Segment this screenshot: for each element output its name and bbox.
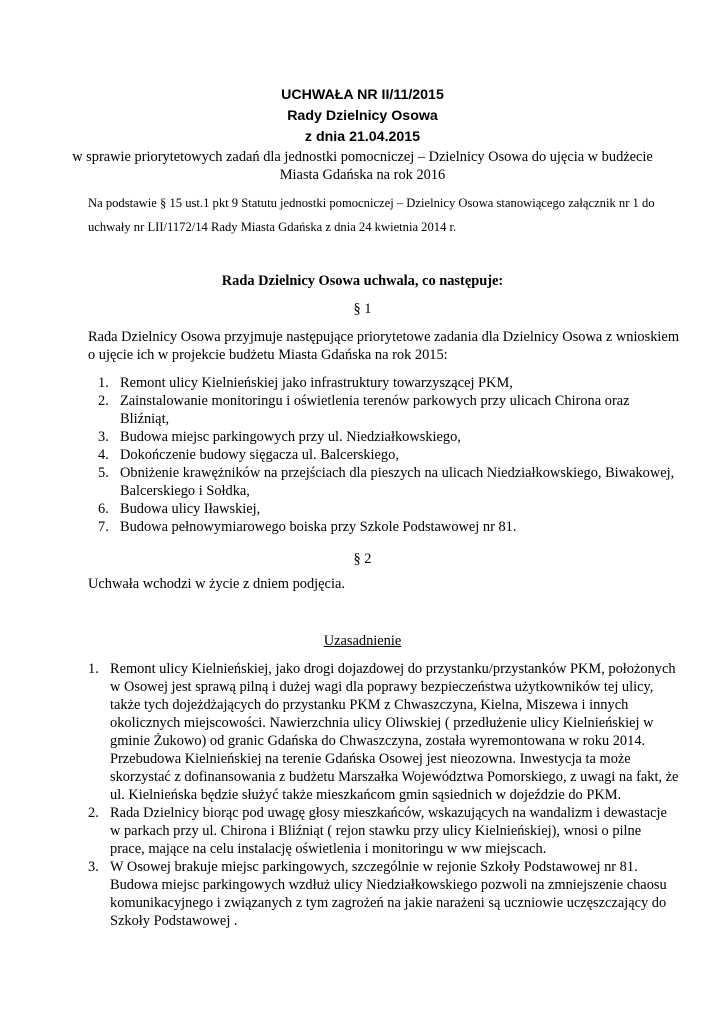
task-text-continued: Bliźniąt,	[120, 411, 170, 427]
justification-text: prace, mające na celu instalację oświetlenia i monitoringu w ww miejscach.	[110, 841, 547, 857]
justification-number: 2.	[88, 805, 99, 821]
task-text: Budowa pełnowymiarowego boiska przy Szkole Podstawowej nr 81.	[120, 519, 517, 535]
task-text: Obniżenie krawężników na przejściach dla pieszych na ulicach Niedziałkowskiego, Biwakowej,	[120, 465, 675, 481]
task-text-continued: Balcerskiego i Sołdka,	[120, 483, 250, 499]
justification-text: Budowa miejsc parkingowych wzdłuż ulicy Niedziałkowskiego pozwoli na zmniejszenie chaosu	[110, 877, 667, 893]
justification-text: Przebudowa Kielnieńskiej na terenie Gdańska Osowej jest nieozowna. Inwestycja ta może	[110, 751, 631, 767]
task-number: 5.	[98, 465, 109, 481]
task-number: 3.	[98, 429, 109, 445]
task-text: Dokończenie budowy sięgacza ul. Balcerskiego,	[120, 447, 399, 463]
legal-basis-line-2: uchwały nr LII/1172/14 Rady Miasta Gdańska z dnia 24 kwietnia 2014 r.	[88, 220, 457, 234]
justification-number: 3.	[88, 859, 99, 875]
task-number: 7.	[98, 519, 109, 535]
task-text: Budowa miejsc parkingowych przy ul. Niedziałkowskiego,	[120, 429, 461, 445]
subject-line-1: w sprawie priorytetowych zadań dla jednostki pomocniczej – Dzielnicy Osowa do ujęcia w budżecie	[72, 149, 653, 165]
justification-text: Remont ulicy Kielnieńskiej, jako drogi dojazdowej do przystanku/przystanków PKM, położonych	[110, 661, 676, 677]
resolution-heading: Rada Dzielnicy Osowa uchwala, co następuje:	[221, 273, 504, 289]
section-1-intro-line-2: o ujęcie ich w projekcie budżetu Miasta Gdańska na rok 2015:	[88, 347, 448, 363]
justification-text: skorzystać z dofinansowania z budżetu Marszałka Województwa Pomorskiego, z uwagi na fakt, że	[110, 769, 679, 785]
task-number: 1.	[98, 375, 109, 391]
justification-text: Szkoły Podstawowej .	[110, 913, 238, 929]
task-number: 6.	[98, 501, 109, 517]
legal-basis-line-1: Na podstawie § 15 ust.1 pkt 9 Statutu jednostki pomocniczej – Dzielnicy Osowa stanowiącego załącznik nr 1 do	[88, 196, 655, 210]
council-name: Rady Dzielnicy Osowa	[287, 108, 438, 124]
justification-text: Rada Dzielnicy biorąc pod uwagę głosy mieszkańców, wskazujących na wandalizm i dewastacje	[110, 805, 667, 821]
section-2-marker: § 2	[353, 551, 372, 567]
task-text: Budowa ulicy Iławskiej,	[120, 501, 261, 517]
section-1-marker: § 1	[353, 301, 372, 317]
justification-text: komunikacyjnego i związanych z tym zagrożeń na jakie narażeni są uczniowie uczęszczający do	[110, 895, 667, 911]
justification-number: 1.	[88, 661, 99, 677]
justification-text: okolicznych miejscowości. Nawierzchnia ulicy Oliwskiej ( przedłużenie ulicy Kielnieńskiej w	[110, 715, 654, 731]
justification-text: gminie Żukowo) od granic Gdańska do Chwaszczyna, została wyremontowana w roku 2014.	[110, 733, 646, 749]
task-number: 2.	[98, 393, 109, 409]
justification-text: ul. Kielnieńska będzie służyć także mieszkańcom gmin sąsiednich w dojeździe do PKM.	[110, 787, 622, 803]
task-number: 4.	[98, 447, 109, 463]
subject-line-2: Miasta Gdańska na rok 2016	[279, 167, 446, 183]
justification-text: W Osowej brakuje miejsc parkingowych, szczególnie w rejonie Szkoły Podstawowej nr 81.	[110, 859, 638, 875]
task-text: Remont ulicy Kielnieńskiej jako infrastruktury towarzyszącej PKM,	[120, 375, 513, 391]
task-text: Zainstalowanie monitoringu i oświetlenia terenów parkowych przy ulicach Chirona oraz	[120, 393, 630, 409]
justification-text: w parkach przy ul. Chirona i Bliźniąt ( rejon stawku przy ulicy Kielnieńskiej), wnosi o pilne	[110, 823, 642, 839]
section-2-text: Uchwała wchodzi w życie z dniem podjęcia.	[88, 576, 345, 592]
section-1-intro-line-1: Rada Dzielnicy Osowa przyjmuje następujące priorytetowe zadania dla Dzielnicy Osowa z wnioskiem	[88, 329, 680, 345]
justification-text: w Osowej jest sprawą pilną i dużej wagi dla poprawy bezpieczeństwa użytkowników tej ulicy,	[110, 679, 654, 695]
justification-text: także tych dojeżdżających do przystanku PKM z Chwaszczyna, Kielna, Miszewa i innych	[110, 697, 629, 713]
resolution-title: UCHWAŁA NR II/11/2015	[281, 87, 444, 103]
resolution-date: z dnia 21.04.2015	[304, 129, 421, 145]
justification-heading: Uzasadnienie	[323, 633, 402, 649]
